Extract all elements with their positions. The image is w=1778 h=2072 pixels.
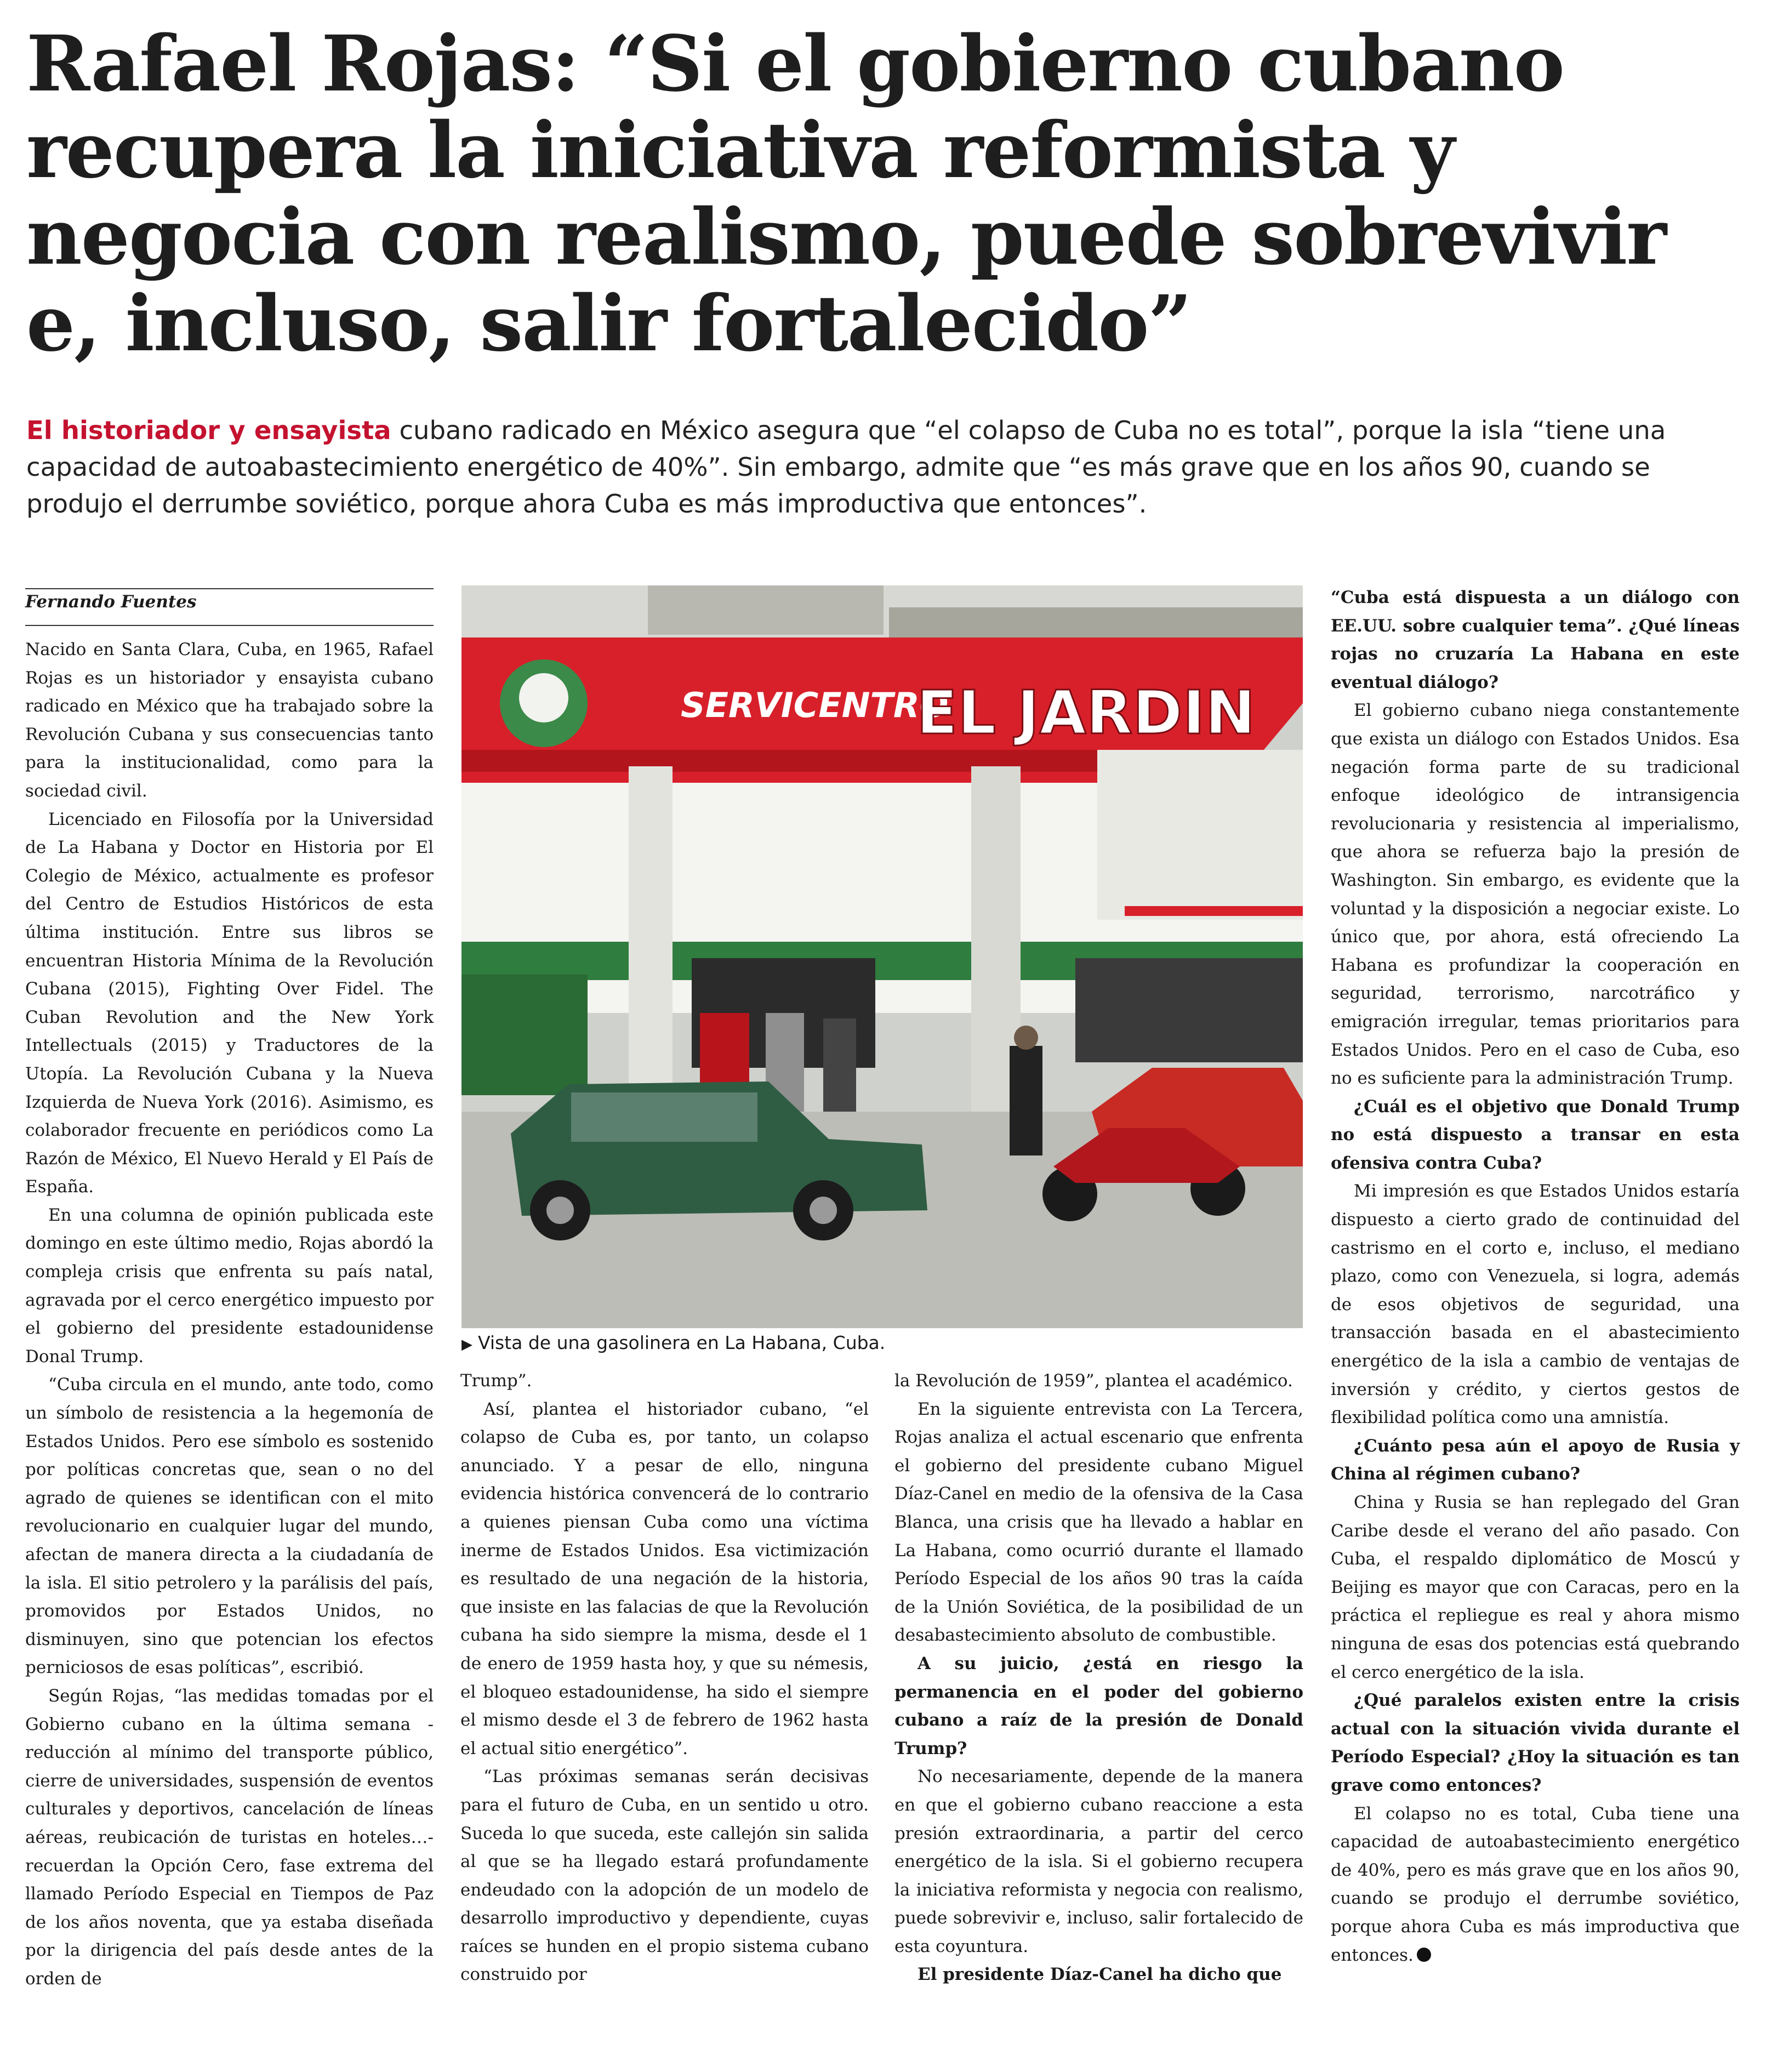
lead-kicker: El historiador y ensayista: [26, 415, 391, 445]
interview-question: ¿Cuánto pesa aún el apoyo de Rusia y China al régimen cubano?: [1331, 1436, 1740, 1484]
paragraph: Trump”.: [460, 1371, 532, 1391]
interview-question: El presidente Díaz-Canel ha dicho que: [918, 1965, 1282, 1985]
gas-station-photo: [461, 585, 1303, 1328]
photo-caption: [461, 1332, 885, 1353]
sign-el-jardin: EL JARDIN: [916, 678, 1256, 748]
paragraph: El gobierno cubano niega constantemente que exista un diálogo con Estados Unidos. Esa negación forma parte de su tradicional enfoque ideológico de intransigencia revolucionaria y resistencia al imperialismo, que ahora se refuerza bajo la presión de Washington. Sin embargo, es evidente que la voluntad y la disposición a negociar existe. Lo único que, por ahora, está ofreciendo La Habana es profundizar la cooperación en seguridad, terrorismo, narcotráfico y emigración irregular, temas prioritarios para Estados Unidos. Pero en el caso de Cuba, eso no es suficiente para la administración Trump.: [1331, 701, 1740, 1089]
interview-question: “Cuba está dispuesta a un diálogo con EE.UU. sobre cualquier tema”. ¿Qué líneas rojas no cruzaría La Habana en este eventual diálogo?: [1331, 588, 1740, 692]
article-column-3: [894, 1367, 1303, 1989]
paragraph: No necesariamente, depende de la manera en que el gobierno cubano reaccione a esta presión extraordinaria, a partir del cerco energético de la isla. Si el gobierno recupera la iniciativa reformista y negocia con realismo, puede sobrevivir e, incluso, salir fortalecido de esta coyuntura.: [894, 1767, 1303, 1956]
paragraph: Nacido en Santa Clara, Cuba, en 1965, Rafael Rojas es un historiador y ensayista cubano radicado en México que ha trabajado sobre la Revolución Cubana y sus consecuencias tanto para la institucionalidad, como para la sociedad civil.: [25, 640, 434, 801]
paragraph: China y Rusia se han replegado del Gran Caribe desde el verano del año pasado. Con Cuba, el respaldo diplomático de Moscú y Beijing es mayor que con Caracas, pero en la práctica el repliegue es real y ahora mismo ninguna de esas dos potencias está quebrando el cerco energético de la isla.: [1331, 1493, 1740, 1682]
article-column-1: [25, 636, 434, 1994]
paragraph: [1331, 1800, 1740, 1970]
interview-question: ¿Qué paralelos existen entre la crisis actual con la situación vivida durante el Período Especial? ¿Hoy la situación es tan grave como entonces?: [1331, 1690, 1740, 1795]
interview-question: ¿Cuál es el objetivo que Donald Trump no está dispuesto a transar en esta ofensiva contra Cuba?: [1331, 1096, 1740, 1173]
article-column-2: [460, 1367, 869, 1989]
caption-arrow-icon: ▶: [461, 1336, 472, 1353]
byline-rule-bottom: [25, 625, 434, 626]
closing-text: El colapso no es total, Cuba tiene una capacidad de autoabastecimiento energético de 40%, pero es más grave que en los años 90, cuando se produjo el derrumbe soviético, porque ahora Cuba es más improductiva que entonces.: [1331, 1803, 1740, 1965]
paragraph: Licenciado en Filosofía por la Universidad de La Habana y Doctor en Historia por El Colegio de México, actualmente es profesor del Centro de Estudios Históricos de esta última institución. Entre sus libros se encuentran Historia Mínima de la Revolución Cubana (2015), Fighting Over Fidel. The Cuban Revolution and the New York Intellectuals (2015) y Traductores de la Utopía. La Revolución Cubana y la Nueva Izquierda de Nueva York (2016). Asimismo, es colaborador frecuente en periódicos como La Razón de México, El Nuevo Herald y El País de España.: [25, 809, 434, 1197]
byline-rule-top: [25, 588, 434, 589]
article-column-4: [1331, 584, 1740, 1969]
byline: Fernando Fuentes: [25, 592, 197, 612]
paragraph: Así, plantea el historiador cubano, “el colapso de Cuba es, por tanto, un colapso anunciado. Y a pesar de ello, ninguna evidencia histórica convencerá de lo contrario a quienes piensan Cuba como una víctima inerme de Estados Unidos. Esa victimización es resultado de una negación de la historia, que insiste en las falacias de que la Revolución cubana ha sido siempre la misma, desde el 1 de enero de 1959 hasta hoy, y que su némesis, el bloqueo estadounidense, ha sido el siempre el mismo desde el 3 de febrero de 1962 hasta el actual sitio energético”.: [460, 1399, 869, 1758]
lead-paragraph: [26, 412, 1753, 522]
paragraph: Mi impresión es que Estados Unidos estaría dispuesto a cierto grado de continuidad del castrismo en el corto e, incluso, el mediano plazo, como con Venezuela, si logra, además de esos objetivos de seguridad, una transacción basada en el abastecimiento energético de la isla a cambio de ventajas de inversión y crédito, y ciertos gestos de flexibilidad política como una amnistía.: [1331, 1181, 1740, 1428]
paragraph: la Revolución de 1959”, plantea el académico.: [894, 1371, 1293, 1391]
end-mark-icon: [1417, 1948, 1431, 1962]
caption-text: Vista de una gasolinera en La Habana, Cuba.: [478, 1332, 886, 1353]
sign-servicentro: SERVICENTRO: [681, 685, 949, 725]
headline: Rafael Rojas: “Si el gobierno cubano recupera la iniciativa reformista y negocia con realismo, puede sobrevivir e, incluso, salir fortalecido”: [26, 19, 1666, 369]
paragraph: En una columna de opinión publicada este domingo en este último medio, Rojas abordó la compleja crisis que enfrenta su país natal, agravada por el cerco energético impuesto por el gobierno del presidente estadounidense Donal Trump.: [25, 1205, 434, 1367]
interview-question: A su juicio, ¿está en riesgo la permanencia en el poder del gobierno cubano a raíz de la presión de Donald Trump?: [894, 1653, 1303, 1758]
paragraph: Según Rojas, “las medidas tomadas por el Gobierno cubano en la última semana -reducción al mínimo del transporte público, cierre de universidades, suspensión de eventos culturales y deportivos, cancelación de líneas aéreas, reubicación de turistas en hoteles…- recuerdan la Opción Cero, fase extrema del llamado Período Especial en Tiempos de Paz de los años noventa, que ya estaba diseñada por la dirigencia del país desde antes de la orden de: [25, 1686, 434, 1989]
lead-text: cubano radicado en México asegura que “el colapso de Cuba no es total”, porque la isla “tiene una capacidad de autoabastecimiento energético de 40%”. Sin embargo, admite que “es más grave que en los años 90, cuando se produjo el derrumbe soviético, porque ahora Cuba es más improductiva que entonces”.: [26, 415, 1666, 519]
paragraph: “Cuba circula en el mundo, ante todo, como un símbolo de resistencia a la hegemonía de Estados Unidos. Pero ese símbolo es sostenido por políticas concretas que, sean o no del agrado de quienes se identifican con el mito revolucionario en cualquier lugar del mundo, afectan de manera directa a la ciudadanía de la isla. El sitio petrolero y la parálisis del país, promovidos por Estados Unidos, no disminuyen, sino que potencian los efectos perniciosos de esas políticas”, escribió.: [25, 1375, 434, 1678]
paragraph: “Las próximas semanas serán decisivas para el futuro de Cuba, en un sentido u otro. Suceda lo que suceda, este callejón sin salida al que se ha llegado estará profundamente endeudado con la adopción de un modelo de desarrollo improductivo y dependiente, cuyas raíces se hunden en el propio sistema cubano construido por: [460, 1767, 869, 1985]
paragraph: En la siguiente entrevista con La Tercera, Rojas analiza el actual escenario que enfrenta el gobierno del presidente cubano Miguel Díaz-Canel en medio de la ofensiva de la Casa Blanca, una crisis que ha llevado a hablar en La Habana, como ocurrió durante el llamado Período Especial de los años 90 tras la caída de la Unión Soviética, de la posibilidad de un desabastecimiento absoluto de combustible.: [894, 1399, 1303, 1646]
